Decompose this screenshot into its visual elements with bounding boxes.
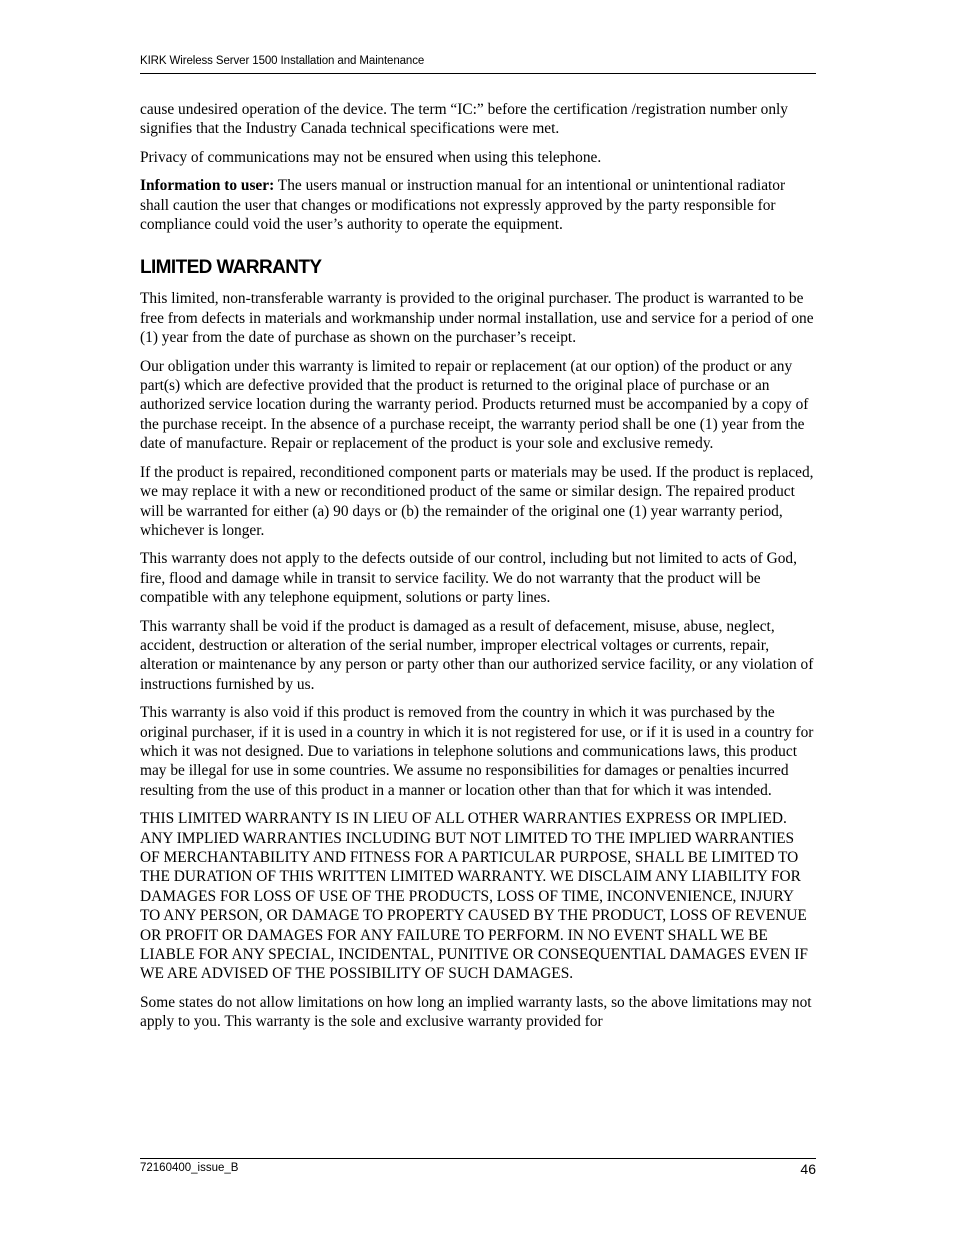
information-to-user-text: The users manual or instruction manual for an intentional or unintentional radiator shall caution the user that changes or modifications not expressly approved by the party responsible for compliance could void the user’s authority to operate the equipment.	[140, 177, 786, 234]
paragraph-privacy: Privacy of communications may not be ensured when using this telephone.	[140, 148, 602, 166]
paragraph-warranty-void: This warranty shall be void if the product is damaged as a result of defacement, misuse, abuse, neglect, accident, destruction or alteration of the serial number, improper electrical voltages or currents, repair, alteration or maintenance by any person or party other than our authorized service facility, or any violation of instructions furnished by us.	[140, 617, 814, 693]
footer-document-id: 72160400_issue_B	[140, 1162, 239, 1174]
paragraph-warranty-country: This warranty is also void if this product is removed from the country in which it was purchased by the original purchaser, if it is used in a country in which it is not registered for use, or if it is used in a country for which it was not designed. Due to variations in telephone solutions and communications laws, this product may be illegal for use in some countries. We assume no responsibilities for damages or penalties incurred resulting from the use of this product in a manner or location other than that for which it was intended.	[140, 704, 814, 799]
running-header-title: KIRK Wireless Server 1500 Installation and Maintenance	[140, 55, 425, 67]
header-divider	[140, 73, 816, 74]
paragraph-information-to-user	[140, 176, 816, 234]
paragraph-ic-certification: cause undesired operation of the device. The term “IC:” before the certification /registration number only signifies that the Industry Canada technical specifications were met.	[140, 101, 789, 138]
paragraph-warranty-obligation: Our obligation under this warranty is limited to repair or replacement (at our option) of the product or any part(s) which are defective provided that the product is returned to the original place of purchase or an authorized service location during the warranty period. Products returned must be accompanied by a copy of the purchase receipt. In the absence of a purchase receipt, the warranty period shall be one (1) year from the date of manufacture. Repair or replacement of the product is your sole and exclusive remedy.	[140, 357, 809, 453]
footer-page-number: 46	[800, 1161, 816, 1177]
paragraph-warranty-exclusions: This warranty does not apply to the defects outside of our control, including but not limited to acts of God, fire, flood and damage while in transit to service facility. We do not warranty that the product will be compatible with any telephone equipment, solutions or party lines.	[140, 550, 797, 607]
footer-divider	[140, 1158, 816, 1159]
page-body	[140, 100, 816, 1041]
paragraph-warranty-scope: This limited, non-transferable warranty is provided to the original purchaser. The product is warranted to be free from defects in materials and workmanship under normal installation, use and service for a period of one (1) year from the date of purchase as shown on the purchaser’s receipt.	[140, 290, 814, 347]
paragraph-warranty-states: Some states do not allow limitations on how long an implied warranty lasts, so the above limitations may not apply to you. This warranty is the sole and exclusive warranty provided for	[140, 993, 812, 1031]
information-to-user-label: Information to user:	[140, 177, 275, 195]
paragraph-warranty-repair: If the product is repaired, reconditioned component parts or materials may be used. If the product is replaced, we may replace it with a new or reconditioned product of the same or similar design. The repaired product will be warranted for either (a) 90 days or (b) the remainder of the original one (1) year warranty period, whichever is longer.	[140, 463, 814, 539]
paragraph-warranty-disclaimer: THIS LIMITED WARRANTY IS IN LIEU OF ALL OTHER WARRANTIES EXPRESS OR IMPLIED. ANY IMPLIED WARRANTIES INCLUDING BUT NOT LIMITED TO THE IMPLIED WARRANTIES OF MERCHANTABILITY AND FITNESS FOR A PARTICULAR PURPOSE, SHALL BE LIMITED TO THE DURATION OF THIS WRITTEN LIMITED WARRANTY. WE DISCLAIM ANY LIABILITY FOR DAMAGES FOR LOSS OF USE OF THE PRODUCTS, LOSS OF TIME, INCONVENIENCE, INJURY TO ANY PERSON, OR DAMAGE TO PROPERTY CAUSED BY THE PRODUCT, LOSS OF REVENUE OR PROFIT OR DAMAGES FOR ANY FAILURE TO PERFORM. IN NO EVENT SHALL WE BE LIABLE FOR ANY SPECIAL, INCIDENTAL, PUNITIVE OR CONSEQUENTIAL DAMAGES EVEN IF WE ARE ADVISED OF THE POSSIBILITY OF SUCH DAMAGES.	[140, 810, 808, 983]
section-heading-limited-warranty: LIMITED WARRANTY	[140, 257, 322, 279]
